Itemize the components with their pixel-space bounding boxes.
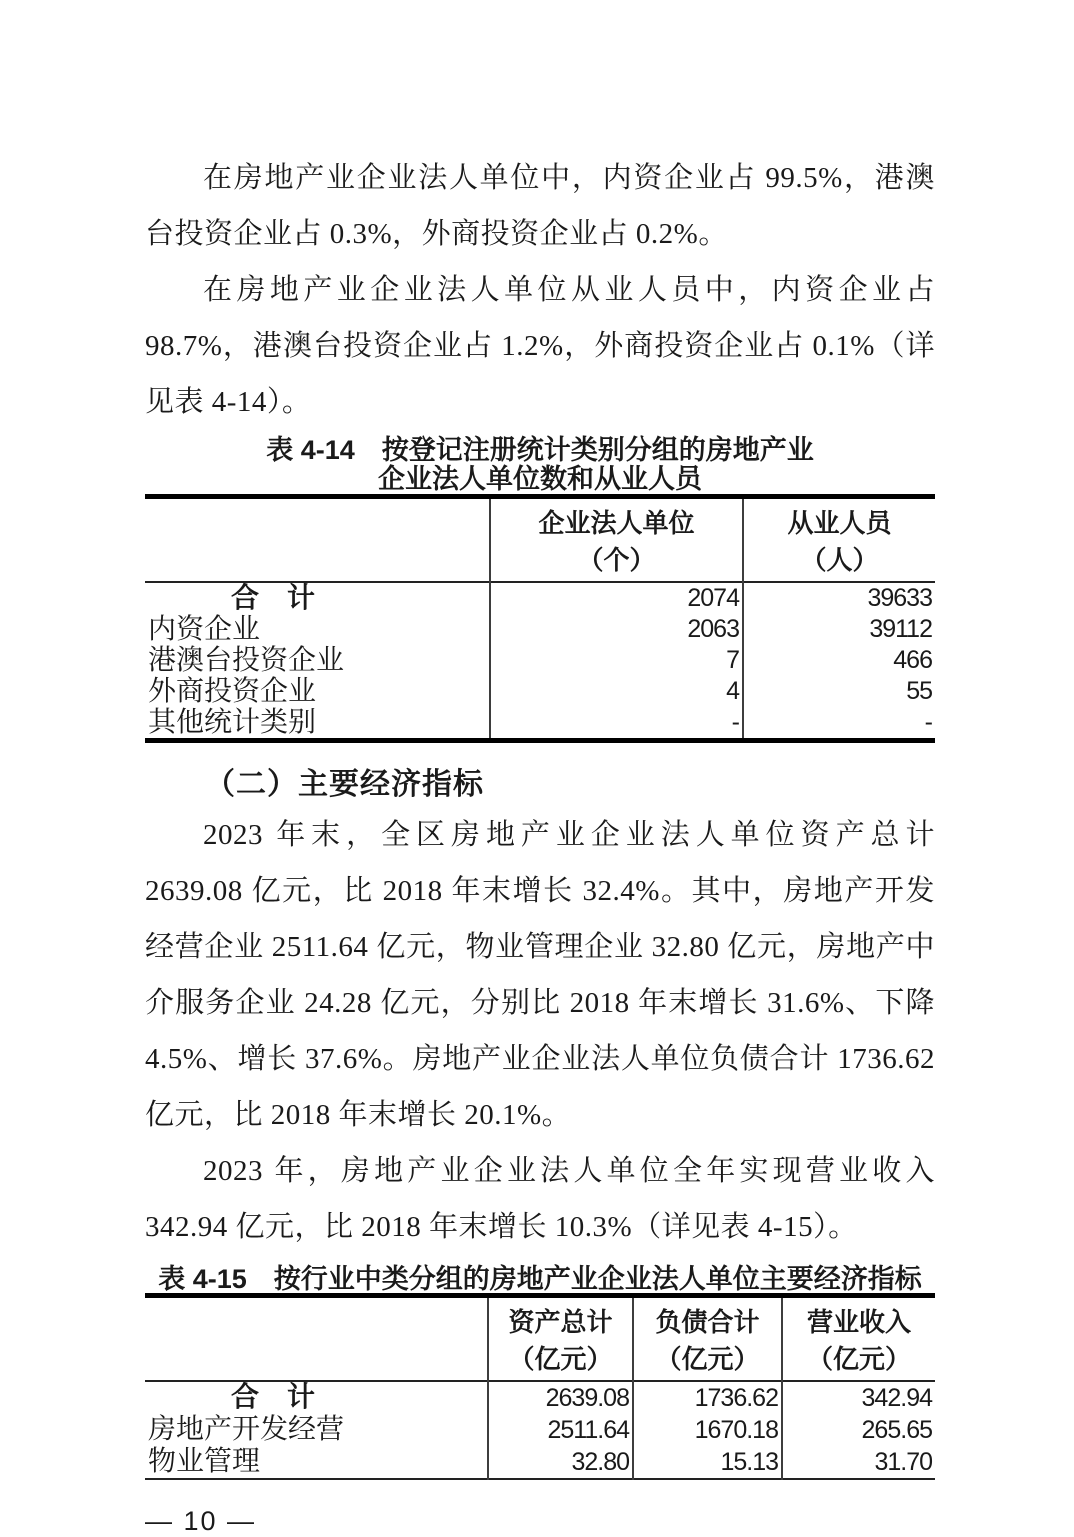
cell-employees: 466 [743, 645, 935, 676]
table-row-property-management [145, 1446, 935, 1479]
row-label: 港澳台投资企业 [148, 645, 345, 676]
table-row-total [145, 1381, 935, 1414]
table-4-14-header-row [145, 497, 935, 583]
cell-assets: 2511.64 [488, 1414, 633, 1446]
row-label: 内资企业 [148, 614, 261, 645]
row-label: 外商投资企业 [148, 676, 317, 707]
table-4-15-title: 表 4-15 按行业中类分组的房地产业企业法人单位主要经济指标 [158, 1264, 922, 1294]
table-row-hkmt [145, 645, 935, 676]
row-label: 其他统计类别 [148, 707, 317, 738]
cell-employees: 39633 [743, 582, 935, 614]
paragraph-enterprise-share: 在房地产业企业法人单位中，内资企业占 99.5%，港澳台投资企业占 0.3%，外商投资企业占 0.2%。 [145, 162, 935, 250]
cell-revenue: 342.94 [782, 1381, 935, 1414]
cell-employees: 39112 [743, 614, 935, 645]
paragraph-operating-revenue: 2023 年，房地产业企业法人单位全年实现营业收入 342.94 亿元，比 2018 年末增长 10.3%（详见表 4-15）。 [145, 1155, 935, 1243]
cell-assets: 2639.08 [488, 1381, 633, 1414]
cell-employees: - [743, 707, 935, 741]
header-employees: 从业人员 （人） [743, 497, 935, 583]
page-number: — 10 — [145, 1506, 257, 1536]
cell-liabilities: 15.13 [633, 1446, 782, 1479]
cell-revenue: 265.65 [782, 1414, 935, 1446]
table-row-other [145, 707, 935, 741]
cell-units: - [490, 707, 743, 741]
table-4-14 [145, 494, 935, 743]
paragraph-assets-liabilities: 2023 年末，全区房地产业企业法人单位资产总计 2639.08 亿元，比 2018 年末增长 32.4%。其中，房地产开发经营企业 2511.64 亿元，物业管理企业 32.80 亿元，房地产中介服务企业 24.28 亿元，分别比 2018 年末增长 31.6%、下降 4.5%、增长 37.6%。房地产业企业法人单位负债合计 1736.62 亿元，比 2018 年末增长 20.1%。 [145, 819, 935, 1131]
header-operating-revenue: 营业收入 （亿元） [782, 1296, 935, 1382]
cell-liabilities: 1736.62 [633, 1381, 782, 1414]
cell-revenue: 31.70 [782, 1446, 935, 1479]
row-label: 物业管理 [148, 1446, 261, 1477]
paragraph-employee-share: 在房地产业企业法人单位从业人员中，内资企业占 98.7%，港澳台投资企业占 1.2%，外商投资企业占 0.1%（详见表 4-14）。 [145, 274, 935, 418]
header-legal-units: 企业法人单位 （个） [490, 497, 743, 583]
table-4-14-title-line2: 企业法人单位数和从业人员 [378, 464, 702, 494]
row-label: 合 计 [231, 1382, 316, 1413]
cell-units: 2063 [490, 614, 743, 645]
cell-liabilities: 1670.18 [633, 1414, 782, 1446]
row-label: 合 计 [231, 583, 316, 614]
table-row-domestic [145, 614, 935, 645]
header-total-assets: 资产总计 （亿元） [488, 1296, 633, 1382]
table-row-development [145, 1414, 935, 1446]
table-4-14-title [145, 436, 935, 494]
header-total-liabilities: 负债合计 （亿元） [633, 1296, 782, 1382]
cell-employees: 55 [743, 676, 935, 707]
table-4-15 [145, 1293, 935, 1480]
section-heading-economic-indicators: （二）主要经济指标 [205, 768, 484, 801]
table-4-15-header-row [145, 1296, 935, 1382]
table-4-14-title-line1: 表 4-14 按登记注册统计类别分组的房地产业 [266, 435, 814, 465]
cell-units: 7 [490, 645, 743, 676]
cell-units: 4 [490, 676, 743, 707]
row-label: 房地产开发经营 [148, 1414, 345, 1445]
cell-assets: 32.80 [488, 1446, 633, 1479]
header-blank [145, 497, 490, 583]
header-blank [145, 1296, 488, 1382]
cell-units: 2074 [490, 582, 743, 614]
table-row-total [145, 582, 935, 614]
table-row-foreign [145, 676, 935, 707]
